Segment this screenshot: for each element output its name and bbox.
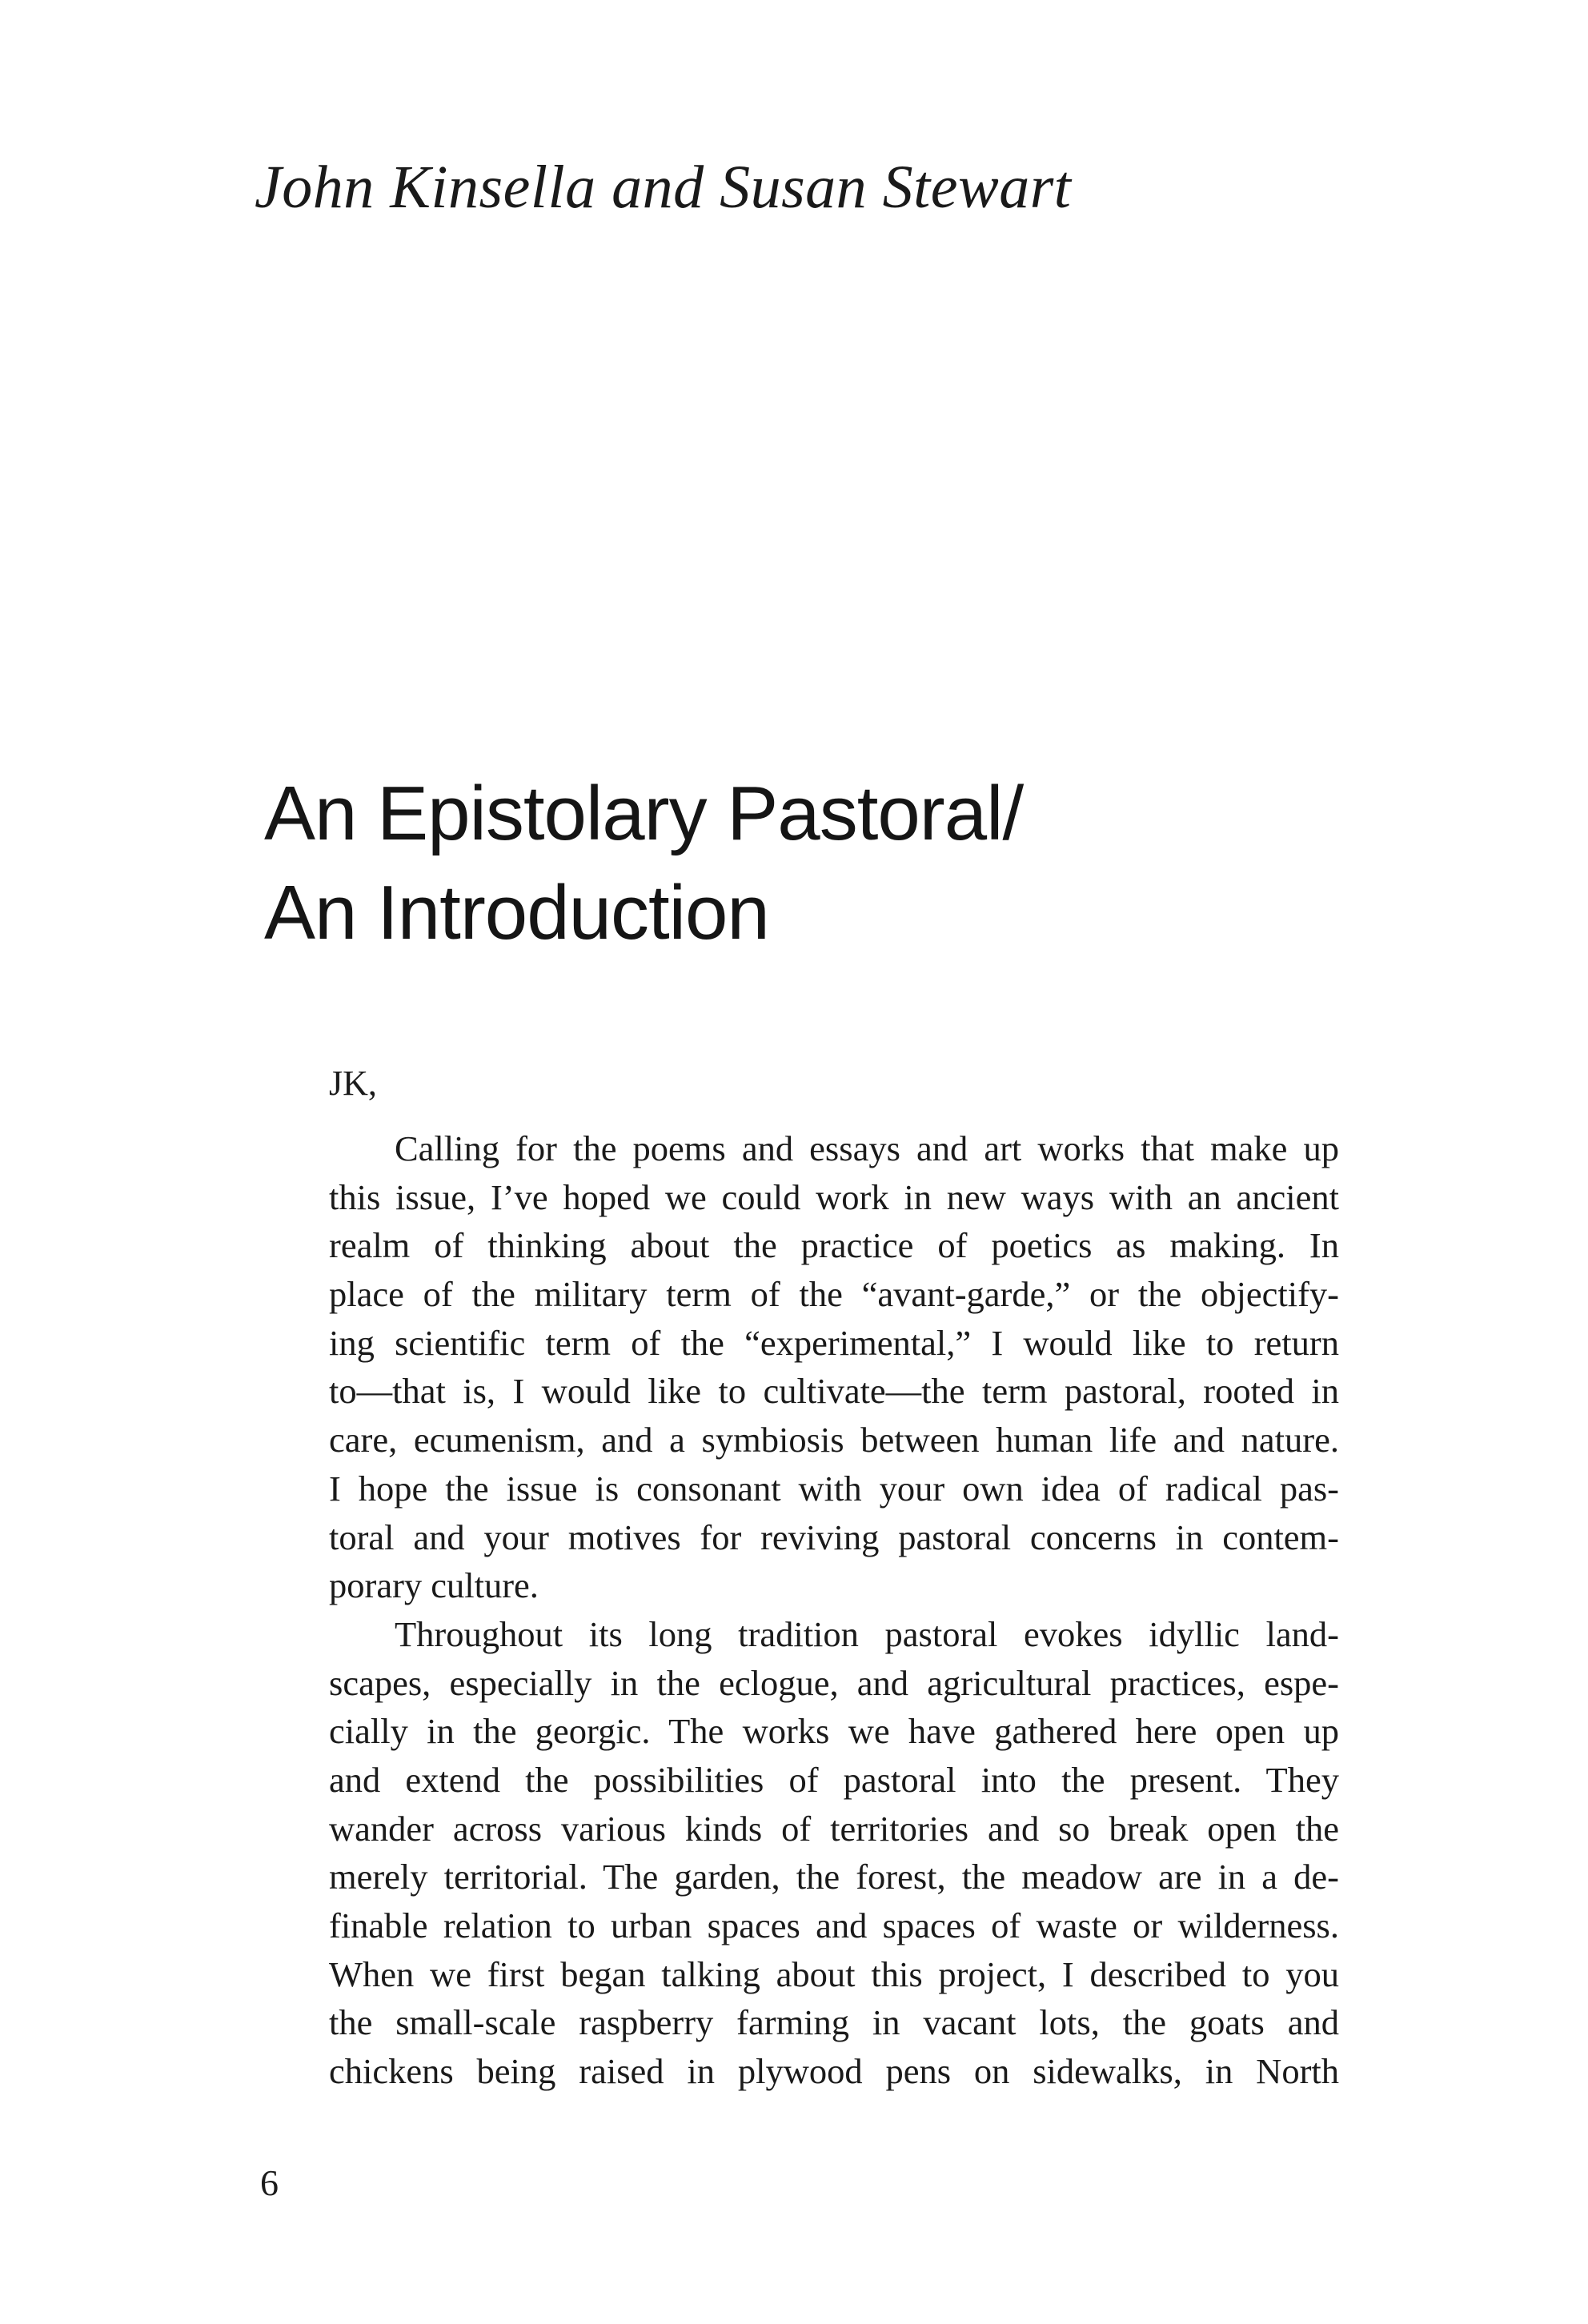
salutation: JK,	[329, 1064, 377, 1103]
text-line: realm of thinking about the practice of poetics as making. In	[329, 1225, 1339, 1266]
text-line: chickens being raised in plywood pens on sidewalks, in North	[329, 2051, 1339, 2092]
page-number: 6	[260, 2162, 279, 2203]
text-line: finable relation to urban spaces and spaces of waste or wilderness.	[329, 1905, 1339, 1945]
text-line: porary culture.	[329, 1565, 539, 1606]
paragraph-2	[329, 1610, 1339, 2096]
text-line: toral and your motives for reviving pastoral concerns in contem-	[329, 1517, 1339, 1557]
text-line: wander across various kinds of territories and so break open the	[329, 1808, 1339, 1849]
text-line: to—that is, I would like to cultivate—the term pastoral, rooted in	[329, 1371, 1339, 1412]
text-line: merely territorial. The garden, the forest, the meadow are in a de-	[329, 1857, 1339, 1897]
title-line-2: An Introduction	[264, 870, 769, 956]
author-line: John Kinsella and Susan Stewart	[255, 154, 1072, 221]
text-line: I hope the issue is consonant with your own idea of radical pas-	[329, 1468, 1339, 1509]
text-line: this issue, I’ve hoped we could work in new ways with an ancient	[329, 1176, 1339, 1217]
text-line: the small-scale raspberry farming in vacant lots, the goats and	[329, 2002, 1339, 2043]
article-title	[264, 764, 1023, 963]
text-line: ing scientific term of the “experimental,” I would like to return	[329, 1322, 1339, 1363]
letter-body	[329, 1124, 1339, 2096]
text-line: cially in the georgic. The works we have gathered here open up	[329, 1711, 1339, 1752]
text-line: Calling for the poems and essays and art works that make up	[395, 1128, 1339, 1168]
text-line: and extend the possibilities of pastoral into the present. They	[329, 1759, 1339, 1800]
text-line: Throughout its long tradition pastoral evokes idyllic land-	[395, 1613, 1339, 1654]
paragraph-1	[329, 1124, 1339, 1610]
text-line: When we first began talking about this project, I described to you	[329, 1953, 1339, 1994]
text-line: scapes, especially in the eclogue, and agricultural practices, espe-	[329, 1662, 1339, 1703]
title-line-1: An Epistolary Pastoral/	[264, 771, 1024, 856]
text-line: place of the military term of the “avant-garde,” or the objectify-	[329, 1274, 1339, 1315]
text-line: care, ecumenism, and a symbiosis between human life and nature.	[329, 1420, 1339, 1461]
